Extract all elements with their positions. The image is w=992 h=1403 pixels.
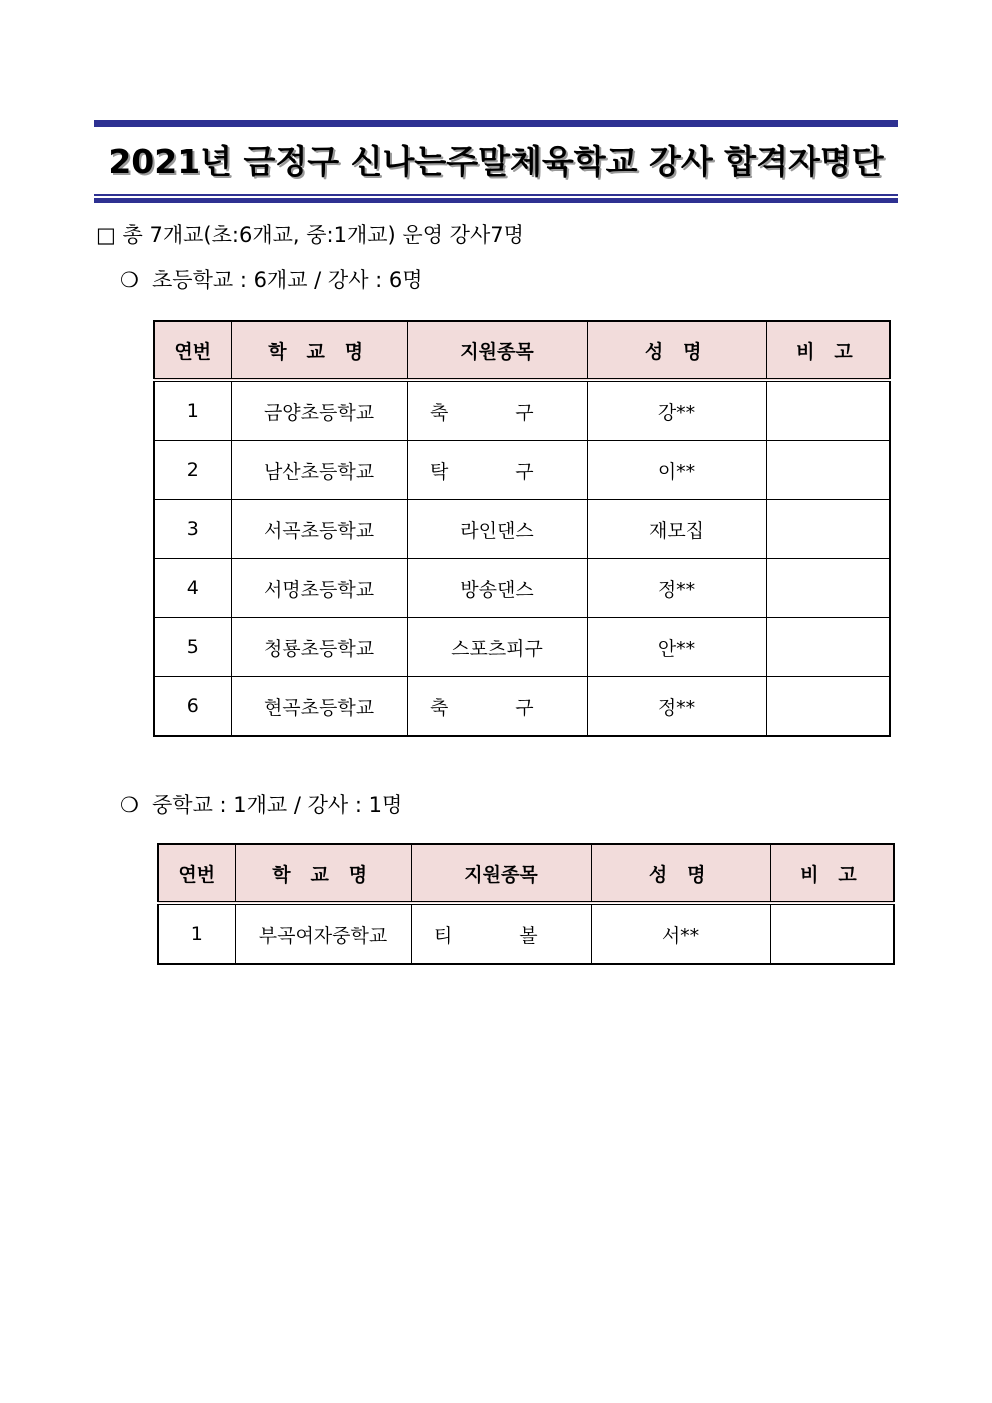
cell-school: 금양초등학교 [231, 380, 407, 441]
table-header-row [158, 844, 894, 903]
cell-school: 부곡여자중학교 [235, 903, 411, 964]
cell-no: 1 [154, 380, 231, 441]
table-row [154, 559, 890, 618]
table-row [154, 677, 890, 737]
cell-school: 서곡초등학교 [231, 500, 407, 559]
col-header-sport: 지원종목 [407, 321, 587, 380]
col-header-no: 연번 [154, 321, 231, 380]
table-header-row [154, 321, 890, 380]
col-header-school: 학 교 명 [235, 844, 411, 903]
cell-sport: 방송댄스 [407, 559, 587, 618]
table-row [154, 441, 890, 500]
table-row [154, 500, 890, 559]
table-row [154, 380, 890, 441]
cell-note [766, 618, 890, 677]
cell-note [766, 441, 890, 500]
page-title: 2021년 금정구 신나는주말체육학교 강사 합격자명단 [108, 142, 884, 181]
cell-sport: 축 구 [407, 380, 587, 441]
table-row [154, 618, 890, 677]
middle-table [157, 843, 895, 965]
cell-name: 강** [587, 380, 766, 441]
col-header-name: 성 명 [591, 844, 770, 903]
col-header-note: 비 고 [766, 321, 890, 380]
cell-name: 안** [587, 618, 766, 677]
cell-no: 4 [154, 559, 231, 618]
cell-no: 6 [154, 677, 231, 737]
cell-note [766, 559, 890, 618]
cell-name: 서** [591, 903, 770, 964]
title-bottom-rule [94, 194, 898, 203]
cell-sport: 탁 구 [407, 441, 587, 500]
title-top-rule [94, 120, 898, 127]
cell-school: 남산초등학교 [231, 441, 407, 500]
col-header-sport: 지원종목 [411, 844, 591, 903]
cell-sport: 축 구 [407, 677, 587, 737]
summary-line: □ 총 7개교(초:6개교, 중:1개교) 운영 강사7명 [96, 223, 524, 247]
middle-heading-text: 중학교 : 1개교 / 강사 : 1명 [152, 793, 403, 817]
cell-note [766, 677, 890, 737]
col-header-no: 연번 [158, 844, 235, 903]
col-header-note: 비 고 [770, 844, 894, 903]
cell-school: 청룡초등학교 [231, 618, 407, 677]
cell-no: 3 [154, 500, 231, 559]
cell-no: 2 [154, 441, 231, 500]
elementary-heading-text: 초등학교 : 6개교 / 강사 : 6명 [152, 268, 423, 292]
col-header-school: 학 교 명 [231, 321, 407, 380]
cell-sport: 티 볼 [411, 903, 591, 964]
middle-heading [120, 789, 402, 819]
table-row [158, 903, 894, 964]
cell-school: 현곡초등학교 [231, 677, 407, 737]
elementary-table [153, 320, 891, 737]
cell-no: 5 [154, 618, 231, 677]
cell-sport: 스포츠피구 [407, 618, 587, 677]
cell-note [766, 500, 890, 559]
circle-bullet-icon: ❍ [120, 793, 139, 817]
cell-name: 정** [587, 677, 766, 737]
cell-note [770, 903, 894, 964]
cell-name: 이** [587, 441, 766, 500]
circle-bullet-icon: ❍ [120, 268, 139, 292]
cell-note [766, 380, 890, 441]
col-header-name: 성 명 [587, 321, 766, 380]
cell-name: 정** [587, 559, 766, 618]
cell-school: 서명초등학교 [231, 559, 407, 618]
elementary-heading [120, 264, 423, 294]
cell-name: 재모집 [587, 500, 766, 559]
cell-no: 1 [158, 903, 235, 964]
cell-sport: 라인댄스 [407, 500, 587, 559]
